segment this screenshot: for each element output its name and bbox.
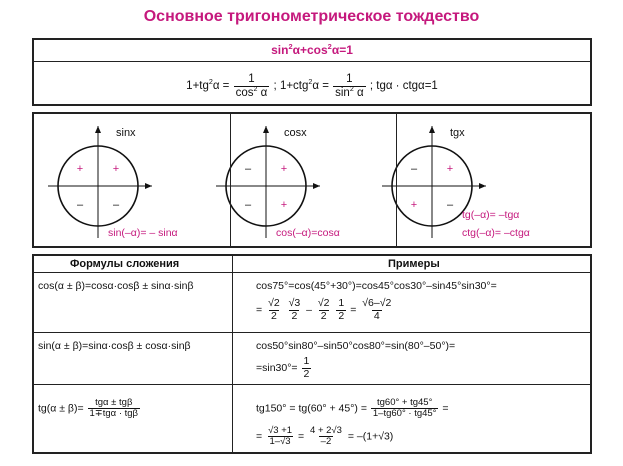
unit-circles-box bbox=[32, 112, 592, 248]
x-axis-arrow bbox=[313, 183, 320, 189]
quadrant-sign: + bbox=[410, 199, 418, 211]
cos-addition-formula: cos(α ± β)=cosα·cosβ ± sinα·sinβ bbox=[38, 280, 194, 292]
fraction-sin: $\frac{1}{\sin^2 \alpha}$ bbox=[335, 73, 364, 99]
x-axis-arrow bbox=[479, 183, 486, 189]
identity-box bbox=[32, 38, 592, 106]
header-divider bbox=[34, 272, 590, 273]
circles-svg bbox=[34, 114, 590, 246]
example-sin30: cos50°sin80°–sin50°cos80°=sin(80°–50°)= bbox=[256, 340, 456, 352]
example-cos75: cos75°=cos(45°+30°)=cos45°cos30°–sin45°sin30°= bbox=[256, 280, 497, 292]
row-divider bbox=[34, 384, 590, 385]
quadrant-sign: – bbox=[244, 199, 252, 211]
tg-addition-formula: tg(α ± β)= $\frac{\text{tgα ± tgβ}}{\text{1∓tgα · tgβ}}$ bbox=[38, 397, 139, 420]
parity-note: tg(–α)= –tgα bbox=[462, 209, 520, 221]
fraction-cos: $\frac{1}{\cos^2 \alpha}$ bbox=[235, 73, 268, 99]
quadrant-sign: – bbox=[410, 163, 418, 175]
function-label: sinx bbox=[116, 127, 136, 139]
example-tg150: tg150° = tg(60° + 45°) = $\frac{tg60^\circ + tg45^\circ}{1-tg60^\circ \cdot tg45^\circ}$ = bbox=[256, 397, 449, 420]
quadrant-sign: – bbox=[244, 163, 252, 175]
quadrant-sign: – bbox=[446, 199, 454, 211]
quadrant-sign: + bbox=[280, 163, 288, 175]
header-formulas: Формулы сложения bbox=[70, 258, 180, 270]
y-axis-arrow bbox=[263, 126, 269, 133]
page-title: Основное тригонометрическое тождество bbox=[143, 8, 480, 25]
row-divider bbox=[34, 332, 590, 333]
x-axis-arrow bbox=[145, 183, 152, 189]
column-divider bbox=[232, 256, 233, 452]
quadrant-sign: + bbox=[112, 163, 120, 175]
y-axis-arrow bbox=[95, 126, 101, 133]
divider bbox=[396, 114, 397, 246]
function-label: tgx bbox=[450, 127, 465, 139]
parity-note: cos(–α)=cosα bbox=[276, 227, 340, 239]
example-sin30-result: =sin30°= $\frac{1}{2}$ bbox=[256, 355, 310, 380]
divider bbox=[34, 61, 590, 62]
example-cos75-result: = $\frac{√2}{2}$ $\frac{√3}{2}$ – $\frac{√2}{2}$ $\frac{1}{2}$ = $\frac{√6-√2}{4}$ bbox=[256, 297, 392, 322]
quadrant-sign: + bbox=[76, 163, 84, 175]
quadrant-sign: – bbox=[76, 199, 84, 211]
quadrant-sign: + bbox=[446, 163, 454, 175]
header-examples: Примеры bbox=[388, 258, 440, 270]
parity-note: ctg(–α)= –ctgα bbox=[462, 227, 530, 239]
sin-addition-formula: sin(α ± β)=sinα·cosβ ± cosα·sinβ bbox=[38, 340, 191, 352]
main-identity: $\sin^2\alpha+\cos^2\alpha=1$ bbox=[271, 42, 353, 57]
function-label: cosx bbox=[284, 127, 307, 139]
divider bbox=[230, 114, 231, 246]
related-identities: $1+tg^2\alpha$ = $\frac{1}{\cos^2 \alpha}$ ; 1+ctg$^2$α = $\frac{1}{\sin^2 \alpha}$ ; tgα · ctgα=1 bbox=[186, 73, 438, 99]
example-tg150-result: = $\frac{√3 +1}{1-√3}$ = $\frac{4 + 2√3}{-2}$ = –(1+√3) bbox=[256, 425, 394, 448]
parity-note: sin(–α)= – sinα bbox=[108, 227, 178, 239]
quadrant-sign: + bbox=[280, 199, 288, 211]
quadrant-sign: – bbox=[112, 199, 120, 211]
y-axis-arrow bbox=[429, 126, 435, 133]
addition-formulas-table bbox=[32, 254, 592, 454]
